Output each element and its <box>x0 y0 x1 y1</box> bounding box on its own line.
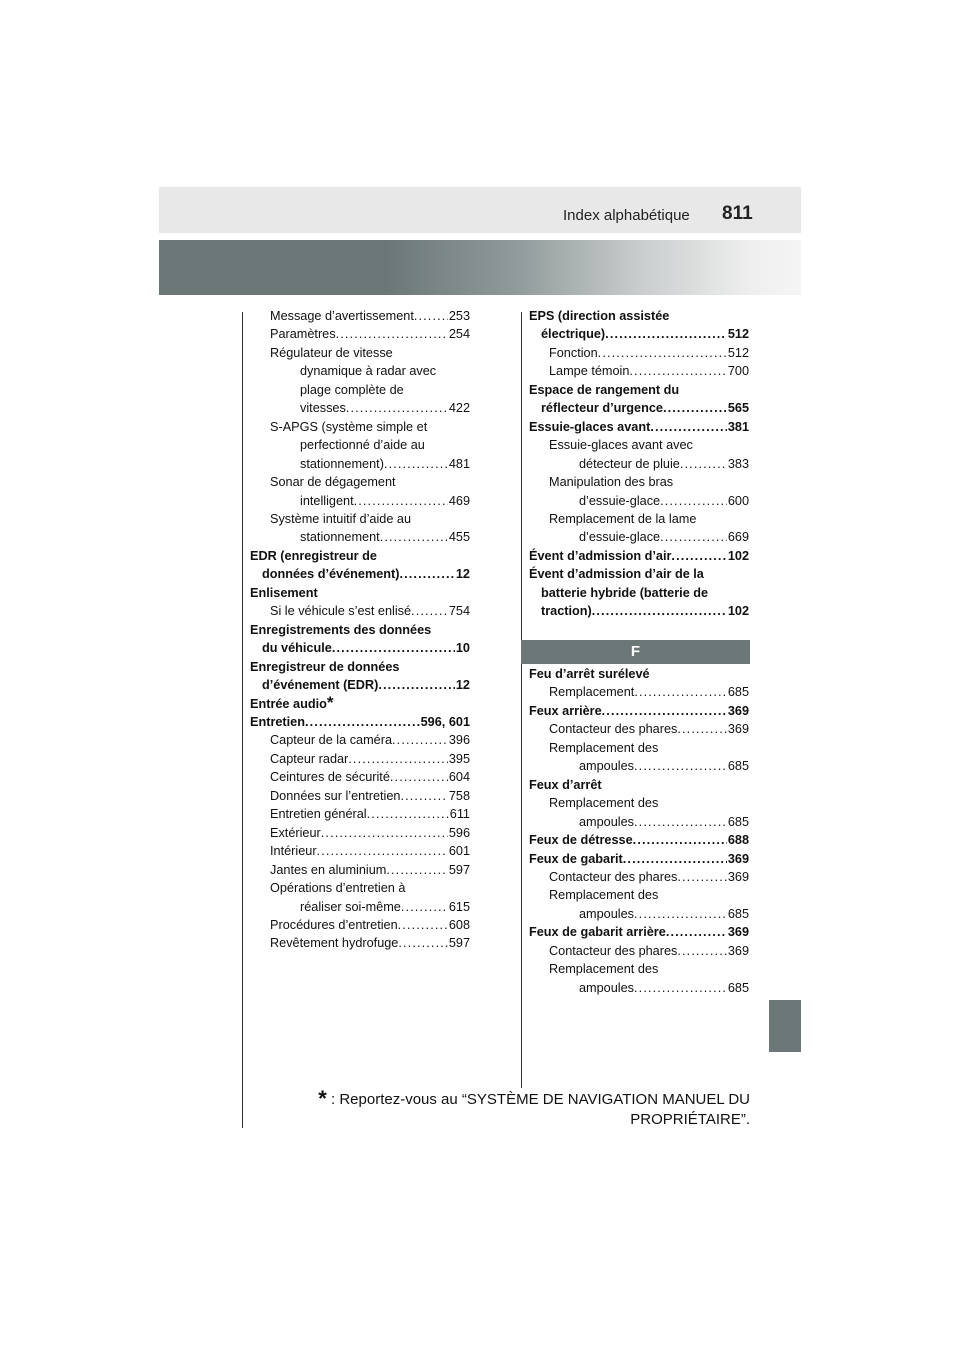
index-entry <box>529 739 749 776</box>
index-entry-line <box>529 602 749 620</box>
index-entry-text: Feux de détresse <box>529 833 633 848</box>
index-entry <box>250 344 470 418</box>
page-header-title: Index alphabétique <box>563 207 690 224</box>
index-column-right-e <box>529 307 749 621</box>
page-reference: 512 <box>727 327 749 342</box>
index-entry-text: d’essuie-glace <box>579 493 661 508</box>
index-entry-text: Remplacement des <box>549 962 659 977</box>
decorative-gradient-bar <box>159 240 801 295</box>
page-reference: 369 <box>727 703 749 718</box>
page-reference: 597 <box>448 936 470 951</box>
dot-leader <box>680 455 727 473</box>
index-entry-line <box>529 418 749 436</box>
index-entry-text: réflecteur d’urgence <box>541 401 663 416</box>
index-entry-text: données d’événement) <box>262 567 400 582</box>
index-entry <box>529 473 749 510</box>
index-entry <box>529 683 749 701</box>
page-reference: 102 <box>727 548 749 563</box>
index-entry-line <box>250 565 470 583</box>
dot-leader <box>634 757 727 775</box>
index-entry-line <box>549 942 749 960</box>
index-entry-line <box>250 713 470 731</box>
index-entry-text: Opérations d’entretien à <box>270 881 406 896</box>
index-entry-line <box>549 436 749 454</box>
index-entry-line <box>270 750 470 768</box>
dot-leader <box>634 813 727 831</box>
index-entry-line <box>250 676 470 694</box>
page-reference: 685 <box>727 685 749 700</box>
index-column-left <box>250 307 470 953</box>
dot-leader <box>623 850 727 868</box>
index-entry-text: Paramètres <box>270 327 336 342</box>
index-entry-text: perfectionné d’aide au <box>300 438 425 453</box>
section-letter-band: F <box>521 640 750 664</box>
page-reference: 369 <box>727 722 749 737</box>
index-entry-line <box>549 739 749 757</box>
index-entry-text: Entretien général <box>270 807 367 822</box>
footnote <box>300 1086 750 1130</box>
index-entry-line <box>250 584 470 602</box>
index-entry <box>529 547 749 565</box>
page-reference: 10 <box>455 641 470 656</box>
index-entry-line <box>549 510 749 528</box>
index-entry-text: Enregistrements des données <box>250 622 432 637</box>
index-entry-line <box>549 528 749 546</box>
page-reference: 369 <box>727 851 749 866</box>
dot-leader <box>386 861 447 879</box>
index-entry-line <box>529 325 749 343</box>
index-entry-text: Si le véhicule s’est enlisé <box>270 604 412 619</box>
index-entry <box>250 621 470 658</box>
index-entry-text: du véhicule <box>262 641 332 656</box>
index-entry-text: Feux arrière <box>529 703 602 718</box>
page-reference: 688 <box>727 833 749 848</box>
index-entry <box>529 362 749 380</box>
index-entry <box>250 768 470 786</box>
page-reference: 754 <box>448 604 470 619</box>
page-reference: 469 <box>448 493 470 508</box>
dot-leader <box>671 547 726 565</box>
page-reference: 369 <box>727 925 749 940</box>
index-entry <box>529 923 749 941</box>
index-entry <box>250 510 470 547</box>
dot-leader <box>348 750 448 768</box>
index-entry-line <box>549 683 749 701</box>
index-entry-line <box>529 923 749 941</box>
index-entry-text: réaliser soi-même <box>300 899 401 914</box>
dot-leader <box>367 805 449 823</box>
column-divider-rule <box>521 312 522 1088</box>
dot-leader <box>384 455 448 473</box>
index-entry <box>529 868 749 886</box>
dot-leader <box>634 979 727 997</box>
page-reference: 601 <box>448 844 470 859</box>
index-entry-line <box>549 886 749 904</box>
index-entry <box>250 584 470 602</box>
page-reference: 596, 601 <box>420 714 470 729</box>
index-entry-text: Évent d’admission d’air de la <box>529 567 704 582</box>
index-entry-text: détecteur de pluie <box>579 456 680 471</box>
index-entry-line <box>270 879 470 897</box>
index-entry-line <box>270 934 470 952</box>
index-entry-line <box>549 960 749 978</box>
index-entry-line <box>270 307 470 325</box>
index-entry-line <box>529 850 749 868</box>
index-entry <box>529 381 749 418</box>
index-entry-text: Remplacement des <box>549 888 659 903</box>
index-entry <box>529 776 749 794</box>
footnote-marker: * <box>326 692 334 712</box>
index-entry-line <box>529 565 749 583</box>
page-reference: 604 <box>448 770 470 785</box>
index-entry-text: EPS (direction assistée <box>529 309 670 323</box>
dot-leader <box>401 898 448 916</box>
page-reference: 611 <box>449 807 470 822</box>
dot-leader <box>663 399 727 417</box>
dot-leader <box>605 325 727 343</box>
page-reference: 597 <box>448 862 470 877</box>
page-reference: 395 <box>448 751 470 766</box>
dot-leader <box>633 831 727 849</box>
page-number: 811 <box>722 203 753 224</box>
page-reference: 685 <box>727 814 749 829</box>
page-reference: 600 <box>727 493 749 508</box>
index-entry-line <box>529 307 749 325</box>
header-band <box>159 187 801 233</box>
index-entry-line <box>549 492 749 510</box>
index-entry-line <box>529 665 749 683</box>
index-entry <box>250 602 470 620</box>
index-entry-line <box>529 399 749 417</box>
index-entry-text: traction) <box>541 604 592 619</box>
index-entry-line <box>270 436 470 454</box>
dot-leader <box>634 905 727 923</box>
index-entry-line <box>270 381 470 399</box>
index-entry-text: Sonar de dégagement <box>270 475 396 490</box>
dot-leader <box>677 720 726 738</box>
index-entry-text: Entretien <box>250 714 305 729</box>
page-reference: 685 <box>727 759 749 774</box>
index-entry-line <box>270 473 470 491</box>
page-reference: 254 <box>448 327 470 342</box>
dot-leader <box>354 492 448 510</box>
index-entry-text: Entrée audio <box>250 696 327 711</box>
index-entry-text: Remplacement <box>549 685 635 700</box>
index-entry-text: Capteur radar <box>270 751 349 766</box>
page-reference: 669 <box>727 530 749 545</box>
dot-leader <box>398 916 448 934</box>
dot-leader <box>380 528 448 546</box>
index-entry-text: Feux de gabarit arrière <box>529 925 666 940</box>
index-entry <box>250 842 470 860</box>
index-entry <box>250 692 470 713</box>
page-reference: 253 <box>448 309 470 323</box>
index-entry-line <box>250 547 470 565</box>
index-entry-line <box>270 528 470 546</box>
page-reference: 369 <box>727 943 749 958</box>
dot-leader <box>390 768 448 786</box>
index-entry-text: Intérieur <box>270 844 317 859</box>
index-entry <box>250 731 470 749</box>
index-entry <box>529 665 749 683</box>
index-entry-text: ampoules <box>579 906 635 921</box>
dot-leader <box>321 824 448 842</box>
index-entry-text: Essuie-glaces avant <box>529 419 651 434</box>
dot-leader <box>677 942 726 960</box>
index-entry <box>250 879 470 916</box>
index-entry <box>529 942 749 960</box>
index-entry-text: Feu d’arrêt surélevé <box>529 667 650 681</box>
page-reference: 369 <box>727 869 749 884</box>
page-reference: 565 <box>727 401 749 416</box>
index-entry-text: Essuie-glaces avant avec <box>549 438 693 453</box>
index-entry-line <box>270 492 470 510</box>
dot-leader <box>411 602 448 620</box>
index-entry-text: Procédures d’entretien <box>270 917 398 932</box>
index-entry-line <box>549 868 749 886</box>
index-entry-line <box>529 776 749 794</box>
page-reference: 596 <box>448 825 470 840</box>
index-entry <box>250 861 470 879</box>
dot-leader <box>592 602 727 620</box>
index-entry-text: stationnement) <box>300 456 384 471</box>
index-entry <box>529 418 749 436</box>
index-entry-line <box>549 794 749 812</box>
index-entry-text: EDR (enregistreur de <box>250 548 377 563</box>
index-entry-line <box>270 602 470 620</box>
index-entry-line <box>549 362 749 380</box>
index-entry-line <box>529 702 749 720</box>
index-entry <box>529 307 749 344</box>
index-entry <box>529 831 749 849</box>
index-entry-text: Capteur de la caméra <box>270 733 393 748</box>
index-entry <box>250 325 470 343</box>
index-entry <box>250 787 470 805</box>
dot-leader <box>598 344 727 362</box>
index-entry-line <box>270 731 470 749</box>
index-entry-line <box>270 898 470 916</box>
dot-leader <box>378 676 455 694</box>
index-entry-text: Jantes en aluminium <box>270 862 387 877</box>
index-entry <box>250 307 470 325</box>
dot-leader <box>332 639 455 657</box>
index-entry-text: Contacteur des phares <box>549 869 678 884</box>
dot-leader <box>305 713 420 731</box>
page-reference: 615 <box>448 899 470 914</box>
footnote-line-1 <box>300 1086 750 1111</box>
index-entry-line <box>549 455 749 473</box>
dot-leader <box>660 528 727 546</box>
page-reference: 685 <box>727 980 749 995</box>
index-entry <box>250 824 470 842</box>
index-entry-text: Lampe témoin <box>549 364 630 379</box>
index-entry-text: d’événement (EDR) <box>262 678 379 693</box>
index-entry-text: Remplacement des <box>549 796 659 811</box>
index-entry-line <box>529 831 749 849</box>
index-entry-line <box>270 916 470 934</box>
index-entry-text: d’essuie-glace <box>579 530 661 545</box>
dot-leader <box>602 702 727 720</box>
index-entry-text: Manipulation des bras <box>549 475 674 490</box>
index-entry-text: Extérieur <box>270 825 321 840</box>
index-entry-text: ampoules <box>579 980 635 995</box>
index-entry-text: dynamique à radar avec <box>300 364 437 379</box>
page-reference: 12 <box>455 567 470 582</box>
index-entry-text: Message d’avertissement <box>270 309 414 323</box>
index-entry <box>529 344 749 362</box>
dot-leader <box>346 399 448 417</box>
dot-leader <box>634 683 727 701</box>
left-margin-rule <box>242 312 243 1128</box>
index-entry-line <box>529 547 749 565</box>
index-entry <box>250 658 470 695</box>
page-reference: 481 <box>448 456 470 471</box>
index-entry <box>529 886 749 923</box>
page-reference: 396 <box>448 733 470 748</box>
index-entry-line <box>549 979 749 997</box>
index-entry-line <box>270 787 470 805</box>
index-entry-text: Espace de rangement du <box>529 382 680 397</box>
dot-leader <box>392 731 448 749</box>
index-entry-text: Remplacement des <box>549 740 659 755</box>
index-entry-line <box>270 418 470 436</box>
footnote-line-2: PROPRIÉTAIRE”. <box>630 1111 750 1128</box>
index-entry-text: Système intuitif d’aide au <box>270 511 412 526</box>
index-entry-text: Ceintures de sécurité <box>270 770 390 785</box>
index-entry-line <box>250 621 470 639</box>
index-entry <box>529 436 749 473</box>
index-entry-line <box>270 842 470 860</box>
index-entry-text: vitesses <box>300 401 346 416</box>
index-entry-text: Revêtement hydrofuge <box>270 936 399 951</box>
index-entry-text: ampoules <box>579 759 635 774</box>
footnote-star: * <box>318 1086 327 1111</box>
index-entry-line <box>270 325 470 343</box>
page-reference: 758 <box>448 788 470 803</box>
index-entry <box>250 934 470 952</box>
index-entry-text: Enregistreur de données <box>250 659 400 674</box>
index-entry-line <box>250 658 470 676</box>
index-entry-text: stationnement <box>300 530 380 545</box>
index-entry-line <box>270 805 470 823</box>
index-entry-text: Fonction <box>549 345 598 360</box>
index-entry-line <box>270 824 470 842</box>
index-entry <box>250 473 470 510</box>
index-entry-text: intelligent <box>300 493 354 508</box>
index-entry-text: Données sur l’entretien <box>270 788 401 803</box>
index-entry <box>529 960 749 997</box>
page-reference: 455 <box>448 530 470 545</box>
dot-leader <box>660 492 727 510</box>
page-reference: 381 <box>727 419 749 434</box>
index-entry-text: Enlisement <box>250 585 318 600</box>
index-entry-line <box>549 473 749 491</box>
index-entry-line <box>250 639 470 657</box>
index-entry-text: Contacteur des phares <box>549 722 678 737</box>
index-entry-line <box>549 720 749 738</box>
page-reference: 383 <box>727 456 749 471</box>
index-entry <box>250 916 470 934</box>
index-entry <box>250 750 470 768</box>
index-entry <box>529 702 749 720</box>
index-entry <box>250 805 470 823</box>
index-entry-text: Contacteur des phares <box>549 943 678 958</box>
index-entry-line <box>270 455 470 473</box>
page-reference: 102 <box>727 604 749 619</box>
index-entry <box>250 418 470 473</box>
index-entry-line <box>549 905 749 923</box>
index-entry-line <box>250 692 470 713</box>
page-reference: 12 <box>455 678 470 693</box>
index-entry <box>529 510 749 547</box>
page-reference: 685 <box>727 906 749 921</box>
thumb-index-tab <box>769 1000 801 1052</box>
index-entry-text: S-APGS (système simple et <box>270 419 428 434</box>
index-entry-line <box>529 584 749 602</box>
dot-leader <box>677 868 726 886</box>
index-entry <box>529 720 749 738</box>
index-entry-line <box>549 344 749 362</box>
dot-leader <box>336 325 448 343</box>
index-entry-text: batterie hybride (batterie de <box>541 585 709 600</box>
index-entry-text: Régulateur de vitesse <box>270 345 393 360</box>
index-entry <box>529 565 749 620</box>
index-entry-line <box>549 757 749 775</box>
footnote-text-1: : Reportez-vous au “SYSTÈME DE NAVIGATION MANUEL DU <box>331 1091 750 1108</box>
dot-leader <box>666 923 727 941</box>
page-reference: 608 <box>448 917 470 932</box>
index-entry-line <box>549 813 749 831</box>
index-entry <box>250 713 470 731</box>
index-entry-text: Remplacement de la lame <box>549 511 697 526</box>
index-entry <box>529 850 749 868</box>
index-entry-line <box>270 861 470 879</box>
dot-leader <box>650 418 727 436</box>
index-entry-line <box>529 381 749 399</box>
index-column-right-f <box>529 665 749 997</box>
index-entry-text: plage complète de <box>300 382 404 397</box>
dot-leader <box>400 787 447 805</box>
index-entry-line <box>270 768 470 786</box>
index-entry-text: Feux de gabarit <box>529 851 623 866</box>
page-reference: 422 <box>448 401 470 416</box>
index-entry <box>250 547 470 584</box>
index-entry-text: Feux d’arrêt <box>529 777 602 792</box>
page-reference: 512 <box>727 345 749 360</box>
dot-leader <box>317 842 448 860</box>
index-entry-line <box>270 362 470 380</box>
index-entry-line <box>270 399 470 417</box>
index-entry-text: électrique) <box>541 327 606 342</box>
dot-leader <box>629 362 726 380</box>
index-entry-line <box>270 510 470 528</box>
index-entry <box>529 794 749 831</box>
dot-leader <box>414 307 448 325</box>
dot-leader <box>399 565 454 583</box>
index-entry-line <box>270 344 470 362</box>
index-entry-text: ampoules <box>579 814 635 829</box>
index-entry-text: Évent d’admission d’air <box>529 548 672 563</box>
dot-leader <box>398 934 447 952</box>
page-reference: 700 <box>727 364 749 379</box>
